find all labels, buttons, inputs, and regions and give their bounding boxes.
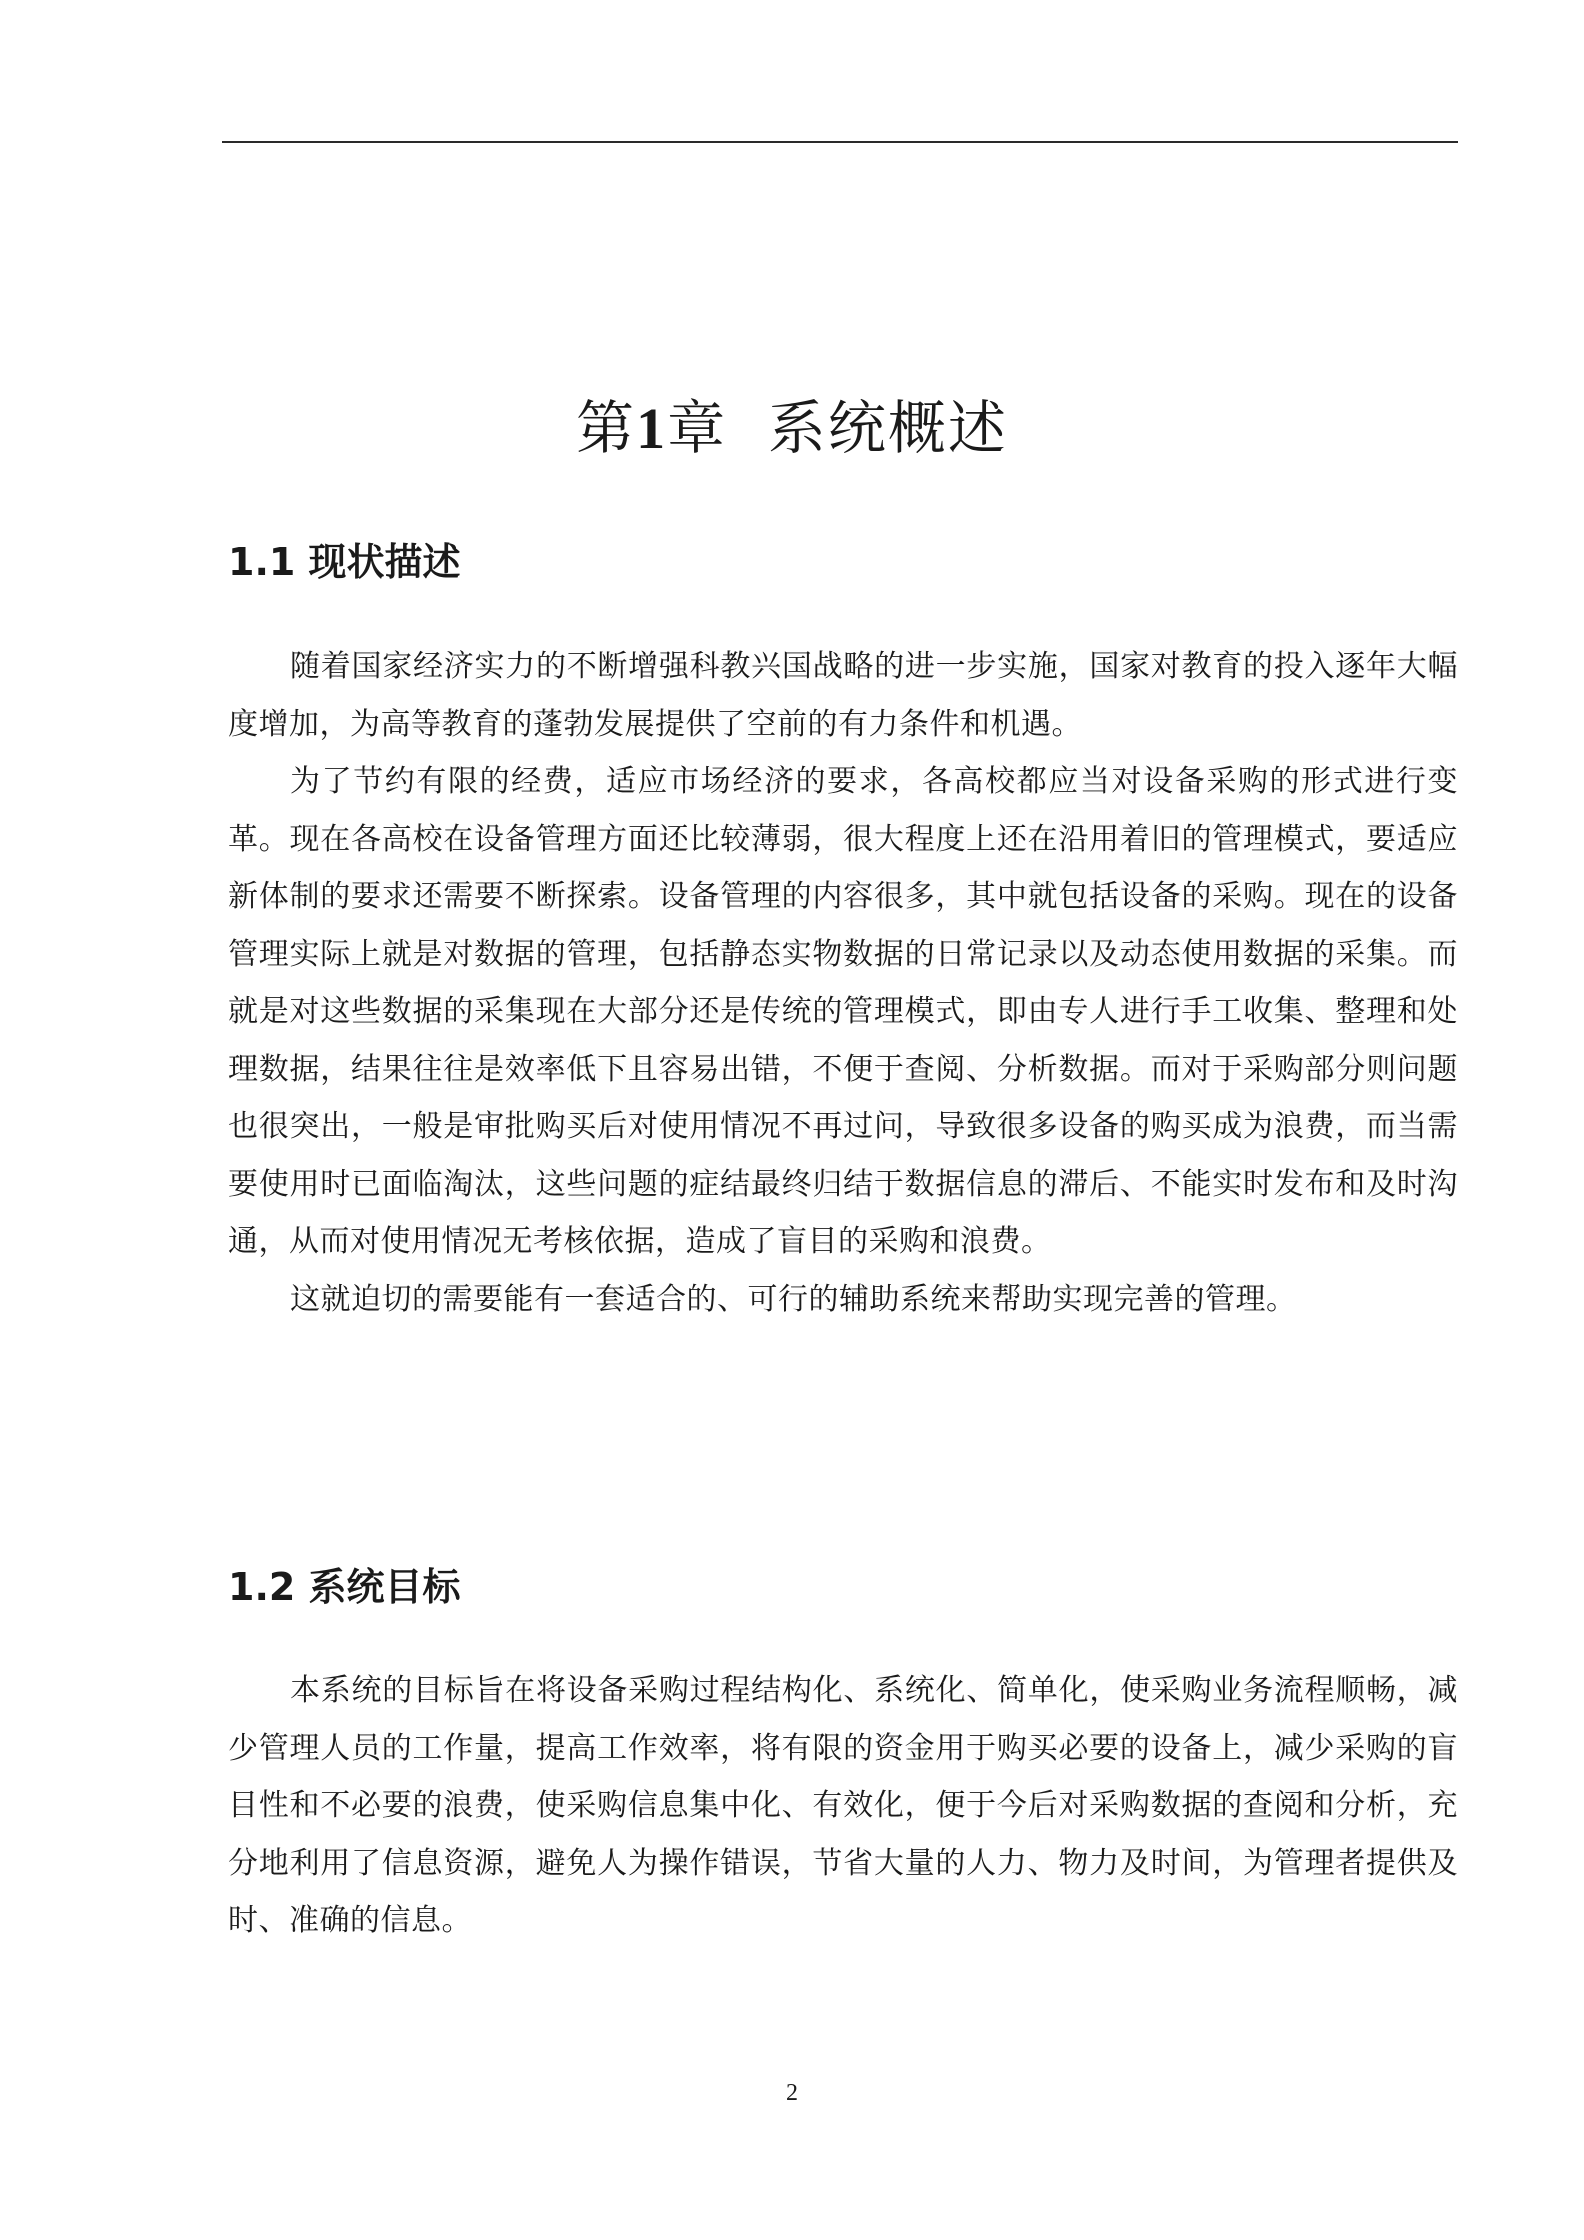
paragraph: 本系统的目标旨在将设备采购过程结构化、系统化、简单化，使采购业务流程顺畅，减少管理人员的工作量，提高工作效率，将有限的资金用于购买必要的设备上，减少采购的盲目性和不必要的浪费，使采购信息集中化、有效化，便于今后对采购数据的查阅和分析，充分地利用了信息资源，避免人为操作错误，节省大量的人力、物力及时间，为管理者提供及时、准确的信息。	[228, 1673, 1458, 1938]
section-body-system-goals	[228, 1662, 1458, 1950]
chapter-prefix: 第	[576, 394, 637, 462]
chapter-number: 1	[636, 396, 668, 461]
section-body-current-status	[228, 638, 1458, 1328]
chapter-title-text: 章 系统概述	[667, 394, 1008, 462]
section-heading-system-goals: 1.2 系统目标	[228, 1565, 461, 1609]
paragraph: 随着国家经济实力的不断增强科教兴国战略的进一步实施，国家对教育的投入逐年大幅度增加，为高等教育的蓬勃发展提供了空前的有力条件和机遇。	[228, 649, 1458, 742]
section-heading-current-status: 1.1 现状描述	[228, 540, 461, 584]
paragraph: 为了节约有限的经费，适应市场经济的要求，各高校都应当对设备采购的形式进行变革。现在各高校在设备管理方面还比较薄弱，很大程度上还在沿用着旧的管理模式，要适应新体制的要求还需要不断探索。设备管理的内容很多，其中就包括设备的采购。现在的设备管理实际上就是对数据的管理，包括静态实物数据的日常记录以及动态使用数据的采集。而就是对这些数据的采集现在大部分还是传统的管理模式，即由专人进行手工收集、整理和处理数据，结果往往是效率低下且容易出错，不便于查阅、分析数据。而对于采购部分则问题也很突出，一般是审批购买后对使用情况不再过问，导致很多设备的购买成为浪费，而当需要使用时已面临淘汰，这些问题的症结最终归结于数据信息的滞后、不能实时发布和及时沟通，从而对使用情况无考核依据，造成了盲目的采购和浪费。	[228, 764, 1458, 1259]
page-number: 2	[786, 2080, 798, 2106]
paragraph: 这就迫切的需要能有一套适合的、可行的辅助系统来帮助实现完善的管理。	[290, 1281, 1297, 1317]
chapter-title	[0, 392, 1584, 465]
header-rule	[222, 141, 1458, 143]
